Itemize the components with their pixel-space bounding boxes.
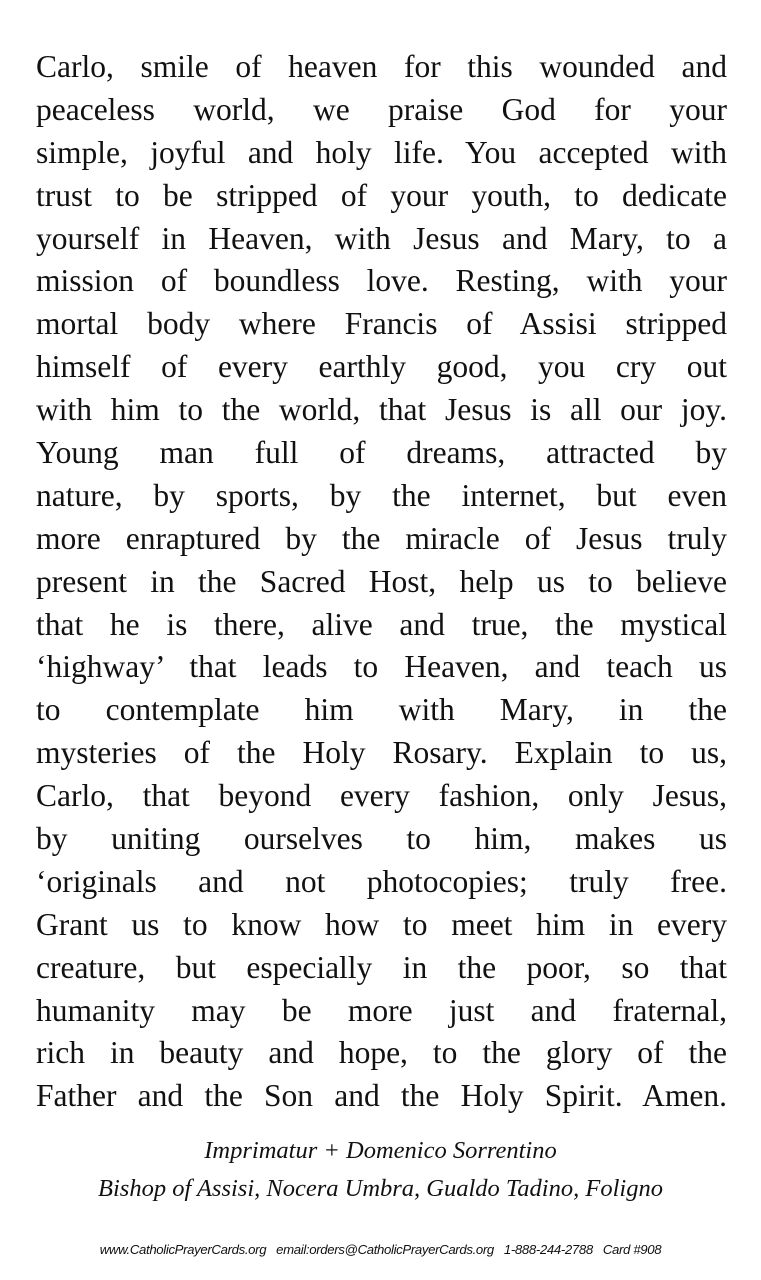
prayer-line: Young man full of dreams, attracted by <box>36 435 727 471</box>
prayer-line: to contemplate him with Mary, in the <box>36 692 727 728</box>
prayer-line: with him to the world, that Jesus is all our joy. <box>36 392 727 428</box>
prayer-line: that he is there, alive and true, the mystical <box>36 606 727 642</box>
prayer-line: peaceless world, we praise God for your <box>36 91 727 127</box>
prayer-line: present in the Sacred Host, help us to believe <box>36 563 727 599</box>
prayer-text <box>36 46 727 1118</box>
prayer-line: humanity may be more just and fraternal, <box>36 992 727 1028</box>
imprimatur-line: Imprimatur + Domenico Sorrentino <box>204 1137 557 1164</box>
prayer-line: creature, but especially in the poor, so that <box>36 949 727 985</box>
prayer-line: ‘highway’ that leads to Heaven, and teach us <box>36 649 727 685</box>
prayer-line: Carlo, smile of heaven for this wounded and <box>36 49 727 84</box>
prayer-line: ‘originals and not photocopies; truly free. <box>36 863 727 899</box>
card-number: Card #908 <box>602 1242 662 1257</box>
email-link[interactable]: email:orders@CatholicPrayerCards.org <box>276 1242 494 1257</box>
prayer-line: by uniting ourselves to him, makes us <box>36 821 727 857</box>
prayer-line: nature, by sports, by the internet, but even <box>36 477 727 513</box>
prayer-line: himself of every earthly good, you cry out <box>36 349 727 385</box>
prayer-line: Carlo, that beyond every fashion, only Jesus, <box>36 778 727 814</box>
prayer-line: Father and the Son and the Holy Spirit. Amen. <box>36 1078 727 1114</box>
prayer-line: rich in beauty and hope, to the glory of the <box>36 1035 727 1071</box>
prayer-line: yourself in Heaven, with Jesus and Mary, to a <box>36 220 727 256</box>
prayer-line: simple, joyful and holy life. You accepted with <box>36 134 727 170</box>
phone-number: 1-888-244-2788 <box>503 1242 593 1257</box>
bishop-line: Bishop of Assisi, Nocera Umbra, Gualdo Tadino, Foligno <box>98 1175 663 1202</box>
website-link[interactable]: www.CatholicPrayerCards.org <box>99 1242 267 1257</box>
footer-contact <box>0 1241 761 1259</box>
prayer-line: trust to be stripped of your youth, to dedicate <box>36 177 727 213</box>
prayer-line: Grant us to know how to meet him in every <box>36 906 727 942</box>
prayer-line: more enraptured by the miracle of Jesus truly <box>36 520 727 556</box>
prayer-line: mysteries of the Holy Rosary. Explain to us, <box>36 735 727 771</box>
prayer-line: mortal body where Francis of Assisi stripped <box>36 306 727 342</box>
prayer-line: mission of boundless love. Resting, with your <box>36 263 727 299</box>
imprimatur-block <box>0 1132 761 1208</box>
